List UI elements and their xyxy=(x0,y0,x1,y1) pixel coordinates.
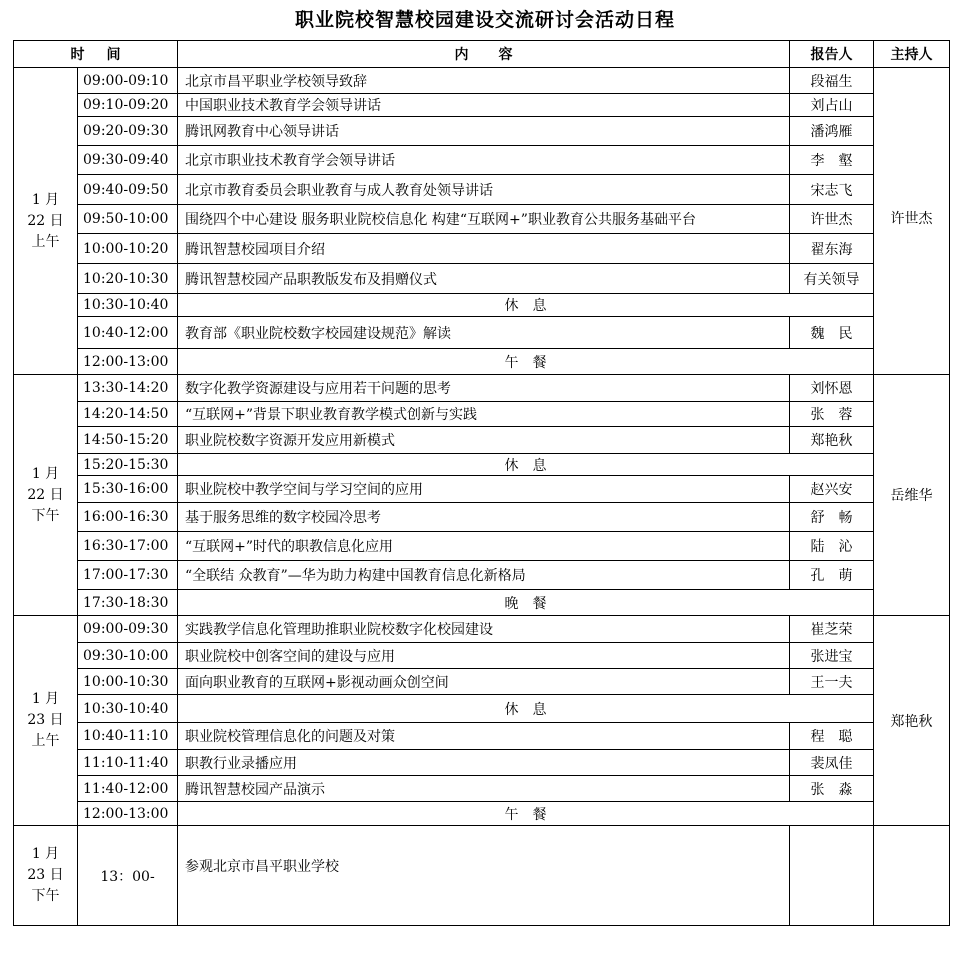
schedule-row xyxy=(14,402,950,427)
schedule-row xyxy=(14,94,950,117)
day-label: 1 月 xyxy=(31,691,60,707)
time-cell: 13：00- xyxy=(78,826,178,926)
content-cell: 北京市昌平职业学校领导致辞 xyxy=(178,68,790,94)
break-cell: 晚 餐 xyxy=(178,590,874,616)
content-cell: 职业院校中创客空间的建设与应用 xyxy=(178,643,790,669)
schedule-row xyxy=(14,146,950,175)
break-row xyxy=(14,590,950,616)
header-content: 内 容 xyxy=(178,41,790,68)
schedule-row xyxy=(14,205,950,234)
time-cell: 16:30-17:00 xyxy=(78,532,178,561)
reporter-cell: 刘怀恩 xyxy=(790,375,874,402)
time-cell: 09:10-09:20 xyxy=(78,94,178,117)
reporter-cell: 郑艳秋 xyxy=(790,427,874,454)
reporter-cell: 赵兴安 xyxy=(790,476,874,503)
content-cell: 北京市职业技术教育学会领导讲话 xyxy=(178,146,790,175)
time-cell: 13:30-14:20 xyxy=(78,375,178,402)
schedule-row xyxy=(14,776,950,802)
break-row xyxy=(14,294,950,317)
header-host: 主持人 xyxy=(874,41,950,68)
header-time: 时 间 xyxy=(14,41,178,68)
time-cell: 09:50-10:00 xyxy=(78,205,178,234)
schedule-row xyxy=(14,643,950,669)
reporter-cell: 刘占山 xyxy=(790,94,874,117)
time-cell: 09:00-09:30 xyxy=(78,616,178,643)
content-cell: 职教行业录播应用 xyxy=(178,750,790,776)
reporter-cell: 陆 沁 xyxy=(790,532,874,561)
schedule-row xyxy=(14,826,950,926)
schedule-row xyxy=(14,616,950,643)
reporter-cell: 裴凤佳 xyxy=(790,750,874,776)
break-cell: 休 息 xyxy=(178,454,874,476)
schedule-row xyxy=(14,723,950,750)
reporter-cell: 张 蓉 xyxy=(790,402,874,427)
content-cell: 职业院校中教学空间与学习空间的应用 xyxy=(178,476,790,503)
time-cell: 10:40-11:10 xyxy=(78,723,178,750)
content-cell: 中国职业技术教育学会领导讲话 xyxy=(178,94,790,117)
reporter-cell: 舒 畅 xyxy=(790,503,874,532)
time-cell: 09:30-09:40 xyxy=(78,146,178,175)
reporter-cell: 孔 萌 xyxy=(790,561,874,590)
content-cell: 职业院校管理信息化的问题及对策 xyxy=(178,723,790,750)
day-label: 23 日 xyxy=(27,712,64,728)
time-cell: 10:00-10:30 xyxy=(78,669,178,695)
reporter-cell: 魏 民 xyxy=(790,317,874,349)
time-cell: 11:40-12:00 xyxy=(78,776,178,802)
time-cell: 16:00-16:30 xyxy=(78,503,178,532)
day-cell xyxy=(14,616,78,826)
time-cell: 10:30-10:40 xyxy=(78,695,178,723)
time-cell: 09:20-09:30 xyxy=(78,117,178,146)
time-cell: 10:00-10:20 xyxy=(78,234,178,264)
schedule-row xyxy=(14,175,950,205)
reporter-cell: 宋志飞 xyxy=(790,175,874,205)
reporter-cell: 潘鸿雁 xyxy=(790,117,874,146)
break-row xyxy=(14,454,950,476)
reporter-cell: 张 淼 xyxy=(790,776,874,802)
reporter-cell: 崔芝荣 xyxy=(790,616,874,643)
schedule-row xyxy=(14,317,950,349)
reporter-cell: 许世杰 xyxy=(790,205,874,234)
content-cell: “全联结 众教育”—华为助力构建中国教育信息化新格局 xyxy=(178,561,790,590)
page-title: 职业院校智慧校园建设交流研讨会活动日程 xyxy=(294,9,675,31)
reporter-cell: 有关领导 xyxy=(790,264,874,294)
time-cell: 09:30-10:00 xyxy=(78,643,178,669)
host-cell: 许世杰 xyxy=(874,68,950,375)
content-cell: 职业院校数字资源开发应用新模式 xyxy=(178,427,790,454)
reporter-cell: 段福生 xyxy=(790,68,874,94)
content-cell: 基于服务思维的数字校园冷思考 xyxy=(178,503,790,532)
schedule-row xyxy=(14,375,950,402)
schedule-row xyxy=(14,750,950,776)
break-cell: 休 息 xyxy=(178,294,874,317)
reporter-cell: 李 壑 xyxy=(790,146,874,175)
day-cell xyxy=(14,826,78,926)
break-cell: 午 餐 xyxy=(178,349,874,375)
header-row xyxy=(14,41,950,68)
time-cell: 15:30-16:00 xyxy=(78,476,178,503)
time-cell: 12:00-13:00 xyxy=(78,349,178,375)
time-cell: 15:20-15:30 xyxy=(78,454,178,476)
schedule-row xyxy=(14,234,950,264)
day-label: 上午 xyxy=(31,233,60,250)
day-cell xyxy=(14,375,78,616)
time-cell: 09:00-09:10 xyxy=(78,68,178,94)
schedule-row xyxy=(14,427,950,454)
schedule-row xyxy=(14,264,950,294)
content-cell: “互联网+”时代的职教信息化应用 xyxy=(178,532,790,561)
break-row xyxy=(14,695,950,723)
day-label: 22 日 xyxy=(27,486,64,503)
schedule-row xyxy=(14,503,950,532)
reporter-cell xyxy=(790,826,874,926)
day-label: 22 日 xyxy=(27,212,64,229)
time-cell: 11:10-11:40 xyxy=(78,750,178,776)
time-cell: 10:20-10:30 xyxy=(78,264,178,294)
day-label: 1 月 xyxy=(31,191,60,208)
content-cell: 数字化教学资源建设与应用若干问题的思考 xyxy=(178,375,790,402)
day-label: 下午 xyxy=(31,507,60,524)
time-cell: 14:50-15:20 xyxy=(78,427,178,454)
content-cell: 腾讯网教育中心领导讲话 xyxy=(178,117,790,146)
host-cell: 岳维华 xyxy=(874,375,950,616)
day-cell xyxy=(14,68,78,375)
content-cell: 实践教学信息化管理助推职业院校数字化校园建设 xyxy=(178,616,790,643)
schedule-row xyxy=(14,532,950,561)
day-label: 1 月 xyxy=(31,846,60,862)
content-cell: 北京市教育委员会职业教育与成人教育处领导讲话 xyxy=(178,175,790,205)
time-cell: 17:00-17:30 xyxy=(78,561,178,590)
content-cell: 参观北京市昌平职业学校 xyxy=(178,826,790,926)
schedule-table xyxy=(13,40,950,926)
time-cell: 17:30-18:30 xyxy=(78,590,178,616)
reporter-cell: 翟东海 xyxy=(790,234,874,264)
content-cell: 围绕四个中心建设 服务职业院校信息化 构建“互联网+”职业教育公共服务基础平台 xyxy=(178,205,790,234)
content-cell: 面向职业教育的互联网+影视动画众创空间 xyxy=(178,669,790,695)
time-cell: 12:00-13:00 xyxy=(78,802,178,826)
break-cell: 午 餐 xyxy=(178,802,874,826)
schedule-row xyxy=(14,476,950,503)
time-cell: 10:40-12:00 xyxy=(78,317,178,349)
time-cell: 14:20-14:50 xyxy=(78,402,178,427)
reporter-cell: 程 聪 xyxy=(790,723,874,750)
schedule-body xyxy=(14,68,950,926)
content-cell: 腾讯智慧校园产品职教版发布及捐赠仪式 xyxy=(178,264,790,294)
schedule-row xyxy=(14,117,950,146)
break-cell: 休 息 xyxy=(178,695,874,723)
time-cell: 10:30-10:40 xyxy=(78,294,178,317)
content-cell: 腾讯智慧校园项目介绍 xyxy=(178,234,790,264)
schedule-row xyxy=(14,669,950,695)
header-reporter: 报告人 xyxy=(790,41,874,68)
content-cell: “互联网+”背景下职业教育教学模式创新与实践 xyxy=(178,402,790,427)
day-label: 下午 xyxy=(31,888,60,904)
time-cell: 09:40-09:50 xyxy=(78,175,178,205)
break-row xyxy=(14,349,950,375)
break-row xyxy=(14,802,950,826)
host-cell: 郑艳秋 xyxy=(874,616,950,826)
day-label: 1 月 xyxy=(31,465,60,482)
day-label: 上午 xyxy=(31,733,60,749)
host-cell xyxy=(874,826,950,926)
day-label: 23 日 xyxy=(27,867,64,883)
reporter-cell: 王一夫 xyxy=(790,669,874,695)
schedule-row xyxy=(14,561,950,590)
schedule-row xyxy=(14,68,950,94)
reporter-cell: 张进宝 xyxy=(790,643,874,669)
content-cell: 教育部《职业院校数字校园建设规范》解读 xyxy=(178,317,790,349)
content-cell: 腾讯智慧校园产品演示 xyxy=(178,776,790,802)
